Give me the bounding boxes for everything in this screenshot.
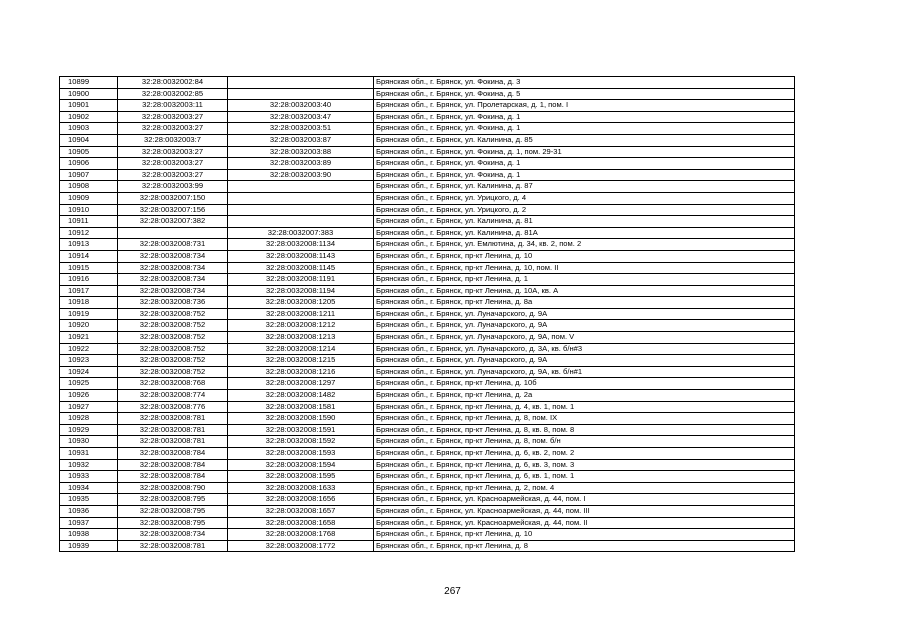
linked-cadastral-number-cell: 32:28:0032003:89: [228, 158, 374, 170]
cadastral-number-cell: 32:28:0032008:734: [118, 529, 228, 541]
row-number-cell: 10918: [60, 297, 118, 309]
address-cell: Брянская обл., г. Брянск, пр-кт Ленина, д. 2а: [374, 390, 795, 402]
cadastral-number-cell: 32:28:0032008:752: [118, 355, 228, 367]
table-row: [60, 355, 795, 367]
linked-cadastral-number-cell: 32:28:0032008:1297: [228, 378, 374, 390]
address-cell: Брянская обл., г. Брянск, ул. Красноармейская, д. 44, пом. I: [374, 494, 795, 506]
cadastral-number-cell: 32:28:0032008:752: [118, 332, 228, 344]
address-cell: Брянская обл., г. Брянск, пр-кт Ленина, д. 1: [374, 274, 795, 286]
row-number-cell: 10906: [60, 158, 118, 170]
linked-cadastral-number-cell: 32:28:0032003:47: [228, 111, 374, 123]
cadastral-number-cell: 32:28:0032008:731: [118, 239, 228, 251]
table-row: [60, 204, 795, 216]
table-row: [60, 239, 795, 251]
address-cell: Брянская обл., г. Брянск, пр-кт Ленина, д. 10б: [374, 378, 795, 390]
table-row: [60, 308, 795, 320]
address-cell: Брянская обл., г. Брянск, пр-кт Ленина, д. 8, пом. IX: [374, 413, 795, 425]
table-row: [60, 181, 795, 193]
cadastral-number-cell: 32:28:0032008:734: [118, 250, 228, 262]
address-cell: Брянская обл., г. Брянск, ул. Калинина, д. 81: [374, 216, 795, 228]
table-row: [60, 332, 795, 344]
row-number-cell: 10908: [60, 181, 118, 193]
address-cell: Брянская обл., г. Брянск, пр-кт Ленина, д. 2, пом. 4: [374, 482, 795, 494]
page-number: 267: [444, 586, 461, 597]
linked-cadastral-number-cell: 32:28:0032008:1205: [228, 297, 374, 309]
cadastral-number-cell: 32:28:0032008:784: [118, 471, 228, 483]
linked-cadastral-number-cell: 32:28:0032008:1143: [228, 250, 374, 262]
row-number-cell: 10939: [60, 540, 118, 552]
cadastral-number-cell: 32:28:0032008:795: [118, 505, 228, 517]
row-number-cell: 10930: [60, 436, 118, 448]
cadastral-number-cell: 32:28:0032008:774: [118, 390, 228, 402]
cadastral-number-cell: 32:28:0032007:150: [118, 192, 228, 204]
table-row: [60, 436, 795, 448]
linked-cadastral-number-cell: [228, 216, 374, 228]
cadastral-number-cell: 32:28:0032003:7: [118, 134, 228, 146]
cadastral-number-cell: 32:28:0032008:734: [118, 262, 228, 274]
cadastral-number-cell: 32:28:0032008:768: [118, 378, 228, 390]
table-row: [60, 227, 795, 239]
cadastral-number-cell: 32:28:0032003:11: [118, 100, 228, 112]
table-row: [60, 494, 795, 506]
row-number-cell: 10910: [60, 204, 118, 216]
table-row: [60, 343, 795, 355]
row-number-cell: 10935: [60, 494, 118, 506]
cadastral-number-cell: 32:28:0032008:781: [118, 540, 228, 552]
row-number-cell: 10905: [60, 146, 118, 158]
address-cell: Брянская обл., г. Брянск, пр-кт Ленина, д. 8а: [374, 297, 795, 309]
cadastral-number-cell: 32:28:0032003:99: [118, 181, 228, 193]
address-cell: Брянская обл., г. Брянск, ул. Урицкого, д. 4: [374, 192, 795, 204]
address-cell: Брянская обл., г. Брянск, пр-кт Ленина, д. 8: [374, 540, 795, 552]
table-row: [60, 146, 795, 158]
cadastral-number-cell: 32:28:0032008:781: [118, 424, 228, 436]
linked-cadastral-number-cell: 32:28:0032008:1213: [228, 332, 374, 344]
row-number-cell: 10920: [60, 320, 118, 332]
table-row: [60, 413, 795, 425]
table-row: [60, 390, 795, 402]
table-row: [60, 100, 795, 112]
linked-cadastral-number-cell: [228, 181, 374, 193]
address-cell: Брянская обл., г. Брянск, ул. Луначарского, д. 9А, кв. б/н#1: [374, 366, 795, 378]
table-row: [60, 192, 795, 204]
row-number-cell: 10938: [60, 529, 118, 541]
address-cell: Брянская обл., г. Брянск, ул. Фокина, д. 1: [374, 111, 795, 123]
address-cell: Брянская обл., г. Брянск, ул. Красноармейская, д. 44, пом. II: [374, 517, 795, 529]
linked-cadastral-number-cell: 32:28:0032008:1215: [228, 355, 374, 367]
address-cell: Брянская обл., г. Брянск, пр-кт Ленина, д. 10: [374, 250, 795, 262]
address-cell: Брянская обл., г. Брянск, ул. Калинина, д. 87: [374, 181, 795, 193]
cadastral-number-cell: 32:28:0032008:781: [118, 413, 228, 425]
row-number-cell: 10925: [60, 378, 118, 390]
cadastral-number-cell: 32:28:0032003:27: [118, 123, 228, 135]
linked-cadastral-number-cell: [228, 204, 374, 216]
linked-cadastral-number-cell: 32:28:0032008:1581: [228, 401, 374, 413]
row-number-cell: 10931: [60, 448, 118, 460]
linked-cadastral-number-cell: 32:28:0032008:1211: [228, 308, 374, 320]
address-cell: Брянская обл., г. Брянск, пр-кт Ленина, д. 6, кв. 3, пом. 3: [374, 459, 795, 471]
address-cell: Брянская обл., г. Брянск, пр-кт Ленина, д. 4, кв. 1, пом. 1: [374, 401, 795, 413]
table-row: [60, 134, 795, 146]
cadastral-number-cell: 32:28:0032008:790: [118, 482, 228, 494]
table-row: [60, 540, 795, 552]
linked-cadastral-number-cell: 32:28:0032003:40: [228, 100, 374, 112]
row-number-cell: 10934: [60, 482, 118, 494]
row-number-cell: 10936: [60, 505, 118, 517]
cadastral-number-cell: 32:28:0032003:27: [118, 169, 228, 181]
address-cell: Брянская обл., г. Брянск, пр-кт Ленина, д. 6, кв. 1, пом. 1: [374, 471, 795, 483]
linked-cadastral-number-cell: 32:28:0032008:1591: [228, 424, 374, 436]
row-number-cell: 10928: [60, 413, 118, 425]
address-cell: Брянская обл., г. Брянск, ул. Луначарского, д. 9А, пом. V: [374, 332, 795, 344]
linked-cadastral-number-cell: 32:28:0032003:51: [228, 123, 374, 135]
cadastral-number-cell: 32:28:0032008:784: [118, 448, 228, 460]
table-row: [60, 401, 795, 413]
row-number-cell: 10917: [60, 285, 118, 297]
linked-cadastral-number-cell: 32:28:0032008:1656: [228, 494, 374, 506]
table-row: [60, 250, 795, 262]
row-number-cell: 10922: [60, 343, 118, 355]
cadastral-number-cell: 32:28:0032008:752: [118, 343, 228, 355]
registry-table: [59, 76, 795, 552]
row-number-cell: 10909: [60, 192, 118, 204]
row-number-cell: 10937: [60, 517, 118, 529]
row-number-cell: 10914: [60, 250, 118, 262]
linked-cadastral-number-cell: 32:28:0032008:1194: [228, 285, 374, 297]
row-number-cell: 10924: [60, 366, 118, 378]
table-row: [60, 529, 795, 541]
table-row: [60, 77, 795, 89]
table-row: [60, 111, 795, 123]
row-number-cell: 10899: [60, 77, 118, 89]
table-row: [60, 274, 795, 286]
linked-cadastral-number-cell: 32:28:0032003:87: [228, 134, 374, 146]
address-cell: Брянская обл., г. Брянск, ул. Калинина, д. 85: [374, 134, 795, 146]
table-row: [60, 505, 795, 517]
table-row: [60, 297, 795, 309]
row-number-cell: 10915: [60, 262, 118, 274]
cadastral-number-cell: 32:28:0032003:27: [118, 158, 228, 170]
cadastral-number-cell: [118, 227, 228, 239]
cadastral-number-cell: 32:28:0032003:27: [118, 146, 228, 158]
linked-cadastral-number-cell: [228, 192, 374, 204]
linked-cadastral-number-cell: 32:28:0032008:1590: [228, 413, 374, 425]
linked-cadastral-number-cell: 32:28:0032008:1592: [228, 436, 374, 448]
address-cell: Брянская обл., г. Брянск, ул. Луначарского, д. 9А: [374, 355, 795, 367]
row-number-cell: 10927: [60, 401, 118, 413]
linked-cadastral-number-cell: 32:28:0032008:1593: [228, 448, 374, 460]
linked-cadastral-number-cell: 32:28:0032008:1482: [228, 390, 374, 402]
table-row: [60, 123, 795, 135]
row-number-cell: 10901: [60, 100, 118, 112]
row-number-cell: 10900: [60, 88, 118, 100]
linked-cadastral-number-cell: 32:28:0032008:1595: [228, 471, 374, 483]
linked-cadastral-number-cell: 32:28:0032008:1191: [228, 274, 374, 286]
linked-cadastral-number-cell: 32:28:0032008:1594: [228, 459, 374, 471]
row-number-cell: 10903: [60, 123, 118, 135]
row-number-cell: 10907: [60, 169, 118, 181]
cadastral-number-cell: 32:28:0032007:156: [118, 204, 228, 216]
table-row: [60, 216, 795, 228]
cadastral-number-cell: 32:28:0032008:784: [118, 459, 228, 471]
table-row: [60, 459, 795, 471]
linked-cadastral-number-cell: 32:28:0032007:383: [228, 227, 374, 239]
table-row: [60, 471, 795, 483]
cadastral-number-cell: 32:28:0032008:795: [118, 494, 228, 506]
address-cell: Брянская обл., г. Брянск, ул. Фокина, д. 1: [374, 123, 795, 135]
address-cell: Брянская обл., г. Брянск, ул. Луначарского, д. 9А: [374, 320, 795, 332]
row-number-cell: 10904: [60, 134, 118, 146]
table-row: [60, 366, 795, 378]
table-row: [60, 285, 795, 297]
cadastral-number-cell: 32:28:0032008:752: [118, 320, 228, 332]
address-cell: Брянская обл., г. Брянск, ул. Луначарского, д. 3А, кв. б/н#3: [374, 343, 795, 355]
table-row: [60, 378, 795, 390]
cadastral-number-cell: 32:28:0032008:795: [118, 517, 228, 529]
row-number-cell: 10919: [60, 308, 118, 320]
cadastral-number-cell: 32:28:0032008:752: [118, 366, 228, 378]
address-cell: Брянская обл., г. Брянск, ул. Фокина, д. 1: [374, 169, 795, 181]
cadastral-number-cell: 32:28:0032008:734: [118, 274, 228, 286]
table-row: [60, 262, 795, 274]
row-number-cell: 10902: [60, 111, 118, 123]
address-cell: Брянская обл., г. Брянск, ул. Фокина, д. 1: [374, 158, 795, 170]
linked-cadastral-number-cell: 32:28:0032008:1214: [228, 343, 374, 355]
address-cell: Брянская обл., г. Брянск, ул. Калинина, д. 81А: [374, 227, 795, 239]
linked-cadastral-number-cell: 32:28:0032008:1768: [228, 529, 374, 541]
address-cell: Брянская обл., г. Брянск, пр-кт Ленина, д. 10, пом. II: [374, 262, 795, 274]
table-row: [60, 88, 795, 100]
cadastral-number-cell: 32:28:0032008:736: [118, 297, 228, 309]
linked-cadastral-number-cell: 32:28:0032008:1134: [228, 239, 374, 251]
address-cell: Брянская обл., г. Брянск, ул. Урицкого, д. 2: [374, 204, 795, 216]
address-cell: Брянская обл., г. Брянск, ул. Луначарского, д. 9А: [374, 308, 795, 320]
address-cell: Брянская обл., г. Брянск, ул. Фокина, д. 5: [374, 88, 795, 100]
linked-cadastral-number-cell: 32:28:0032008:1633: [228, 482, 374, 494]
linked-cadastral-number-cell: 32:28:0032008:1145: [228, 262, 374, 274]
row-number-cell: 10932: [60, 459, 118, 471]
address-cell: Брянская обл., г. Брянск, пр-кт Ленина, д. 10А, кв. А: [374, 285, 795, 297]
row-number-cell: 10912: [60, 227, 118, 239]
linked-cadastral-number-cell: [228, 88, 374, 100]
cadastral-number-cell: 32:28:0032002:84: [118, 77, 228, 89]
row-number-cell: 10926: [60, 390, 118, 402]
row-number-cell: 10916: [60, 274, 118, 286]
cadastral-number-cell: 32:28:0032002:85: [118, 88, 228, 100]
address-cell: Брянская обл., г. Брянск, ул. Фокина, д. 3: [374, 77, 795, 89]
address-cell: Брянская обл., г. Брянск, ул. Емлютина, д. 34, кв. 2, пом. 2: [374, 239, 795, 251]
registry-table-body: [60, 77, 795, 552]
linked-cadastral-number-cell: [228, 77, 374, 89]
cadastral-number-cell: 32:28:0032008:781: [118, 436, 228, 448]
row-number-cell: 10933: [60, 471, 118, 483]
table-row: [60, 517, 795, 529]
table-row: [60, 448, 795, 460]
table-row: [60, 158, 795, 170]
address-cell: Брянская обл., г. Брянск, ул. Фокина, д. 1, пом. 29-31: [374, 146, 795, 158]
table-row: [60, 320, 795, 332]
linked-cadastral-number-cell: 32:28:0032003:90: [228, 169, 374, 181]
table-row: [60, 482, 795, 494]
row-number-cell: 10913: [60, 239, 118, 251]
address-cell: Брянская обл., г. Брянск, ул. Пролетарская, д. 1, пом. I: [374, 100, 795, 112]
address-cell: Брянская обл., г. Брянск, пр-кт Ленина, д. 10: [374, 529, 795, 541]
cadastral-number-cell: 32:28:0032007:382: [118, 216, 228, 228]
linked-cadastral-number-cell: 32:28:0032008:1657: [228, 505, 374, 517]
linked-cadastral-number-cell: 32:28:0032008:1216: [228, 366, 374, 378]
linked-cadastral-number-cell: 32:28:0032008:1212: [228, 320, 374, 332]
row-number-cell: 10911: [60, 216, 118, 228]
address-cell: Брянская обл., г. Брянск, пр-кт Ленина, д. 8, кв. 8, пом. 8: [374, 424, 795, 436]
address-cell: Брянская обл., г. Брянск, ул. Красноармейская, д. 44, пом. III: [374, 505, 795, 517]
cadastral-number-cell: 32:28:0032008:734: [118, 285, 228, 297]
table-row: [60, 169, 795, 181]
cadastral-number-cell: 32:28:0032008:752: [118, 308, 228, 320]
cadastral-number-cell: 32:28:0032003:27: [118, 111, 228, 123]
row-number-cell: 10929: [60, 424, 118, 436]
linked-cadastral-number-cell: 32:28:0032003:88: [228, 146, 374, 158]
row-number-cell: 10921: [60, 332, 118, 344]
address-cell: Брянская обл., г. Брянск, пр-кт Ленина, д. 8, пом. б/н: [374, 436, 795, 448]
row-number-cell: 10923: [60, 355, 118, 367]
address-cell: Брянская обл., г. Брянск, пр-кт Ленина, д. 6, кв. 2, пом. 2: [374, 448, 795, 460]
cadastral-number-cell: 32:28:0032008:776: [118, 401, 228, 413]
linked-cadastral-number-cell: 32:28:0032008:1658: [228, 517, 374, 529]
linked-cadastral-number-cell: 32:28:0032008:1772: [228, 540, 374, 552]
table-row: [60, 424, 795, 436]
